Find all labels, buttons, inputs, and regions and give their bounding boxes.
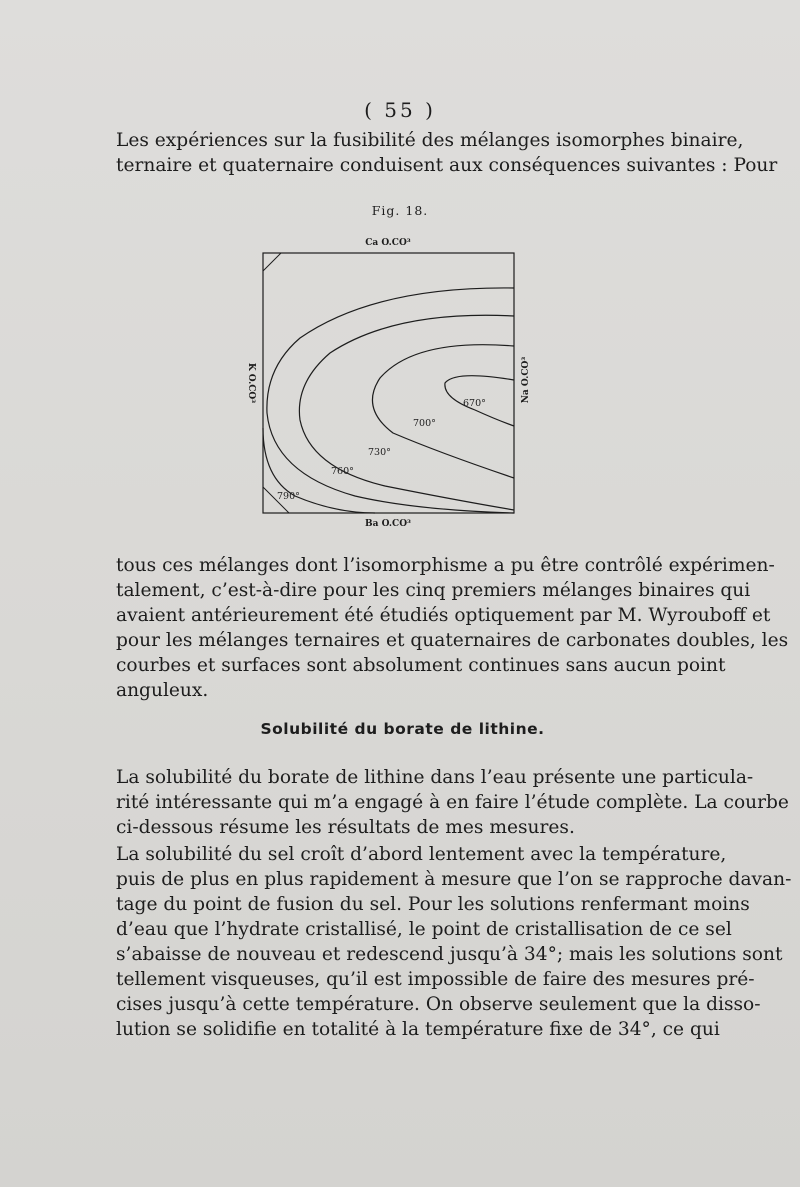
isotherm-label-700: 700° <box>413 418 436 429</box>
text-line: La solubilité du borate de lithine dans l’eau présente une particula- <box>116 767 754 788</box>
paragraph-solubility-intro <box>116 765 789 840</box>
ternary-diagram <box>225 228 565 538</box>
isotherm-label-760: 760° <box>331 466 354 477</box>
paragraph-intro <box>116 128 778 178</box>
text-line: La solubilité du sel croît d’abord lentement avec la température, <box>116 844 727 865</box>
text-line: avaient antérieurement été étudiés optiquement par M. Wyrouboff et <box>116 605 771 626</box>
paragraph-conclusion <box>116 553 789 703</box>
text-line: talement, c’est-à-dire pour les cinq premiers mélanges binaires qui <box>116 580 751 601</box>
text-line: anguleux. <box>116 680 209 701</box>
isotherm-label-670: 670° <box>463 398 486 409</box>
text-line: pour les mélanges ternaires et quaternaires de carbonates doubles, les <box>116 630 789 651</box>
isotherm-label-730: 730° <box>368 447 391 458</box>
text-line: ternaire et quaternaire conduisent aux conséquences suivantes : Pour <box>116 155 778 176</box>
text-line: tellement visqueuses, qu’il est impossible de faire des mesures pré- <box>116 969 755 990</box>
text-line: Les expériences sur la fusibilité des mélanges isomorphes binaire, <box>116 130 744 151</box>
figure-caption: Fig. 18. <box>371 203 429 218</box>
text-line: s’abaisse de nouveau et redescend jusqu’à 34°; mais les solutions sont <box>116 944 783 965</box>
text-line: puis de plus en plus rapidement à mesure que l’on se rapproche davan- <box>116 869 792 890</box>
text-line: tage du point de fusion du sel. Pour les solutions renfermant moins <box>116 894 750 915</box>
isotherm-label-790: 790° <box>277 491 300 502</box>
paragraph-solubility-detail <box>116 842 792 1042</box>
text-line: tous ces mélanges dont l’isomorphisme a pu être contrôlé expérimen- <box>116 555 775 576</box>
left-corner-label: K O.CO³ <box>246 362 256 404</box>
text-line: ci-dessous résume les résultats de mes mesures. <box>116 817 575 838</box>
diagram-frame <box>263 253 514 513</box>
bottom-corner-label: Ba O.CO³ <box>365 519 411 529</box>
text-line: lution se solidifie en totalité à la température fixe de 34°, ce qui <box>116 1019 720 1040</box>
text-line: rité intéressante qui m’a engagé à en faire l’étude complète. La courbe <box>116 792 789 813</box>
top-corner-label: Ca O.CO³ <box>365 238 411 248</box>
corner-line-top <box>263 253 281 271</box>
right-corner-label: Na O.CO³ <box>521 356 531 404</box>
page-number: ( 55 ) <box>364 98 436 122</box>
section-heading: Solubilité du borate de lithine. <box>260 720 545 738</box>
text-line: cises jusqu’à cette température. On observe seulement que la disso- <box>116 994 761 1015</box>
text-line: d’eau que l’hydrate cristallisé, le point de cristallisation de ce sel <box>116 919 732 940</box>
isotherm-700 <box>372 345 514 478</box>
text-line: courbes et surfaces sont absolument continues sans aucun point <box>116 655 726 676</box>
